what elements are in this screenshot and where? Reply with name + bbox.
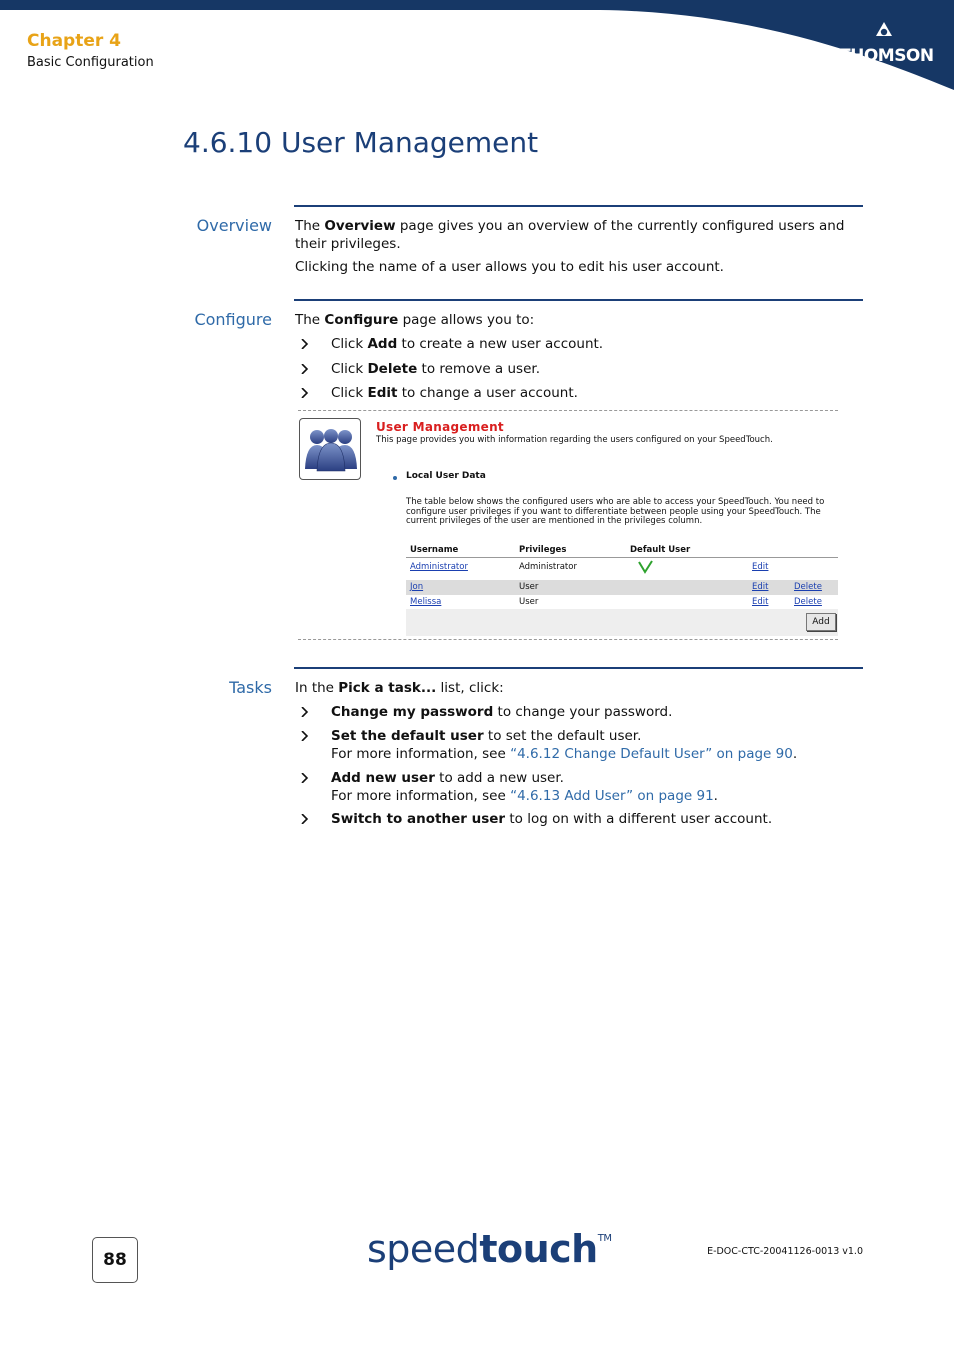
configure-bullet: Click Add to create a new user account.: [331, 336, 604, 352]
privileges-cell: User: [519, 582, 539, 592]
tasks-rule: [294, 667, 863, 669]
column-header-privileges: Privileges: [519, 545, 567, 555]
edit-link[interactable]: Edit: [752, 582, 769, 592]
bullet-arrow-icon: [301, 339, 309, 349]
screenshot-top-border: [298, 410, 838, 411]
overview-paragraph-1: The Overview page gives you an overview of the currently configured users and their privileges.: [295, 218, 845, 252]
bullet-arrow-icon: [301, 388, 309, 398]
brand-name: THOMSON: [839, 46, 934, 66]
privileges-cell: User: [519, 597, 539, 607]
configure-intro: The Configure page allows you to:: [295, 312, 535, 328]
speedtouch-logo: speedtouch™: [367, 1227, 612, 1271]
local-user-data-heading: Local User Data: [406, 471, 486, 481]
local-user-data-text: The table below shows the configured users who are able to access your SpeedTouch. You need to configure user privileges if you want to differentiate between people using your SpeedTouch. The current privileges of the user are mentioned in the privileges column.: [406, 497, 825, 527]
configure-bullet: Click Edit to change a user account.: [331, 385, 578, 401]
task-item: Add new user to add a new user. For more information, see “4.6.13 Add User” on page 91.: [331, 770, 718, 804]
users-group-icon: [299, 418, 361, 480]
username-link[interactable]: Melissa: [410, 597, 442, 607]
cross-reference-link[interactable]: “4.6.12 Change Default User” on page 90: [510, 746, 793, 762]
task-item: Set the default user to set the default user. For more information, see “4.6.12 Change Default User” on page 90.: [331, 728, 798, 762]
checkmark-icon: [638, 560, 654, 574]
bullet-arrow-icon: [301, 773, 309, 783]
add-button[interactable]: Add: [806, 613, 836, 631]
tasks-intro: In the Pick a task... list, click:: [295, 680, 504, 696]
bullet-arrow-icon: [301, 814, 309, 824]
overview-rule: [294, 205, 863, 207]
table-header: [406, 543, 838, 558]
screenshot-title: User Management: [376, 420, 504, 434]
screenshot-bottom-border: [298, 639, 838, 640]
overview-paragraph-2: Clicking the name of a user allows you to edit his user account.: [295, 259, 724, 275]
chapter-subtitle: Basic Configuration: [27, 55, 154, 70]
configure-label: Configure: [194, 310, 272, 329]
overview-label: Overview: [196, 216, 272, 235]
bullet-arrow-icon: [301, 707, 309, 717]
header-band: [0, 0, 954, 95]
chapter-label: Chapter 4: [27, 31, 122, 51]
bullet-arrow-icon: [301, 364, 309, 374]
column-header-default-user: Default User: [630, 545, 691, 555]
configure-rule: [294, 299, 863, 301]
table-row: [406, 560, 838, 575]
table-row: [406, 595, 838, 610]
delete-link[interactable]: Delete: [794, 582, 822, 592]
screenshot-description: This page provides you with information regarding the users configured on your SpeedTouch.: [376, 435, 773, 445]
bullet-arrow-icon: [301, 731, 309, 741]
edit-link[interactable]: Edit: [752, 562, 769, 572]
page-title: 4.6.10 User Management: [183, 126, 539, 159]
column-header-username: Username: [410, 545, 459, 555]
task-item: Switch to another user to log on with a different user account.: [331, 811, 773, 827]
username-link[interactable]: Jon: [410, 582, 424, 592]
edit-link[interactable]: Edit: [752, 597, 769, 607]
delete-link[interactable]: Delete: [794, 597, 822, 607]
table-footer: [406, 609, 838, 636]
table-row: [406, 580, 838, 595]
bullet-dot-icon: [393, 476, 397, 480]
cross-reference-link[interactable]: “4.6.13 Add User” on page 91: [510, 788, 714, 804]
tasks-label: Tasks: [229, 678, 272, 697]
task-item: Change my password to change your password.: [331, 704, 673, 720]
document-id: E-DOC-CTC-20041126-0013 v1.0: [707, 1246, 863, 1257]
privileges-cell: Administrator: [519, 562, 577, 572]
username-link[interactable]: Administrator: [410, 562, 468, 572]
configure-bullet: Click Delete to remove a user.: [331, 361, 540, 377]
page-number: 88: [92, 1237, 138, 1283]
